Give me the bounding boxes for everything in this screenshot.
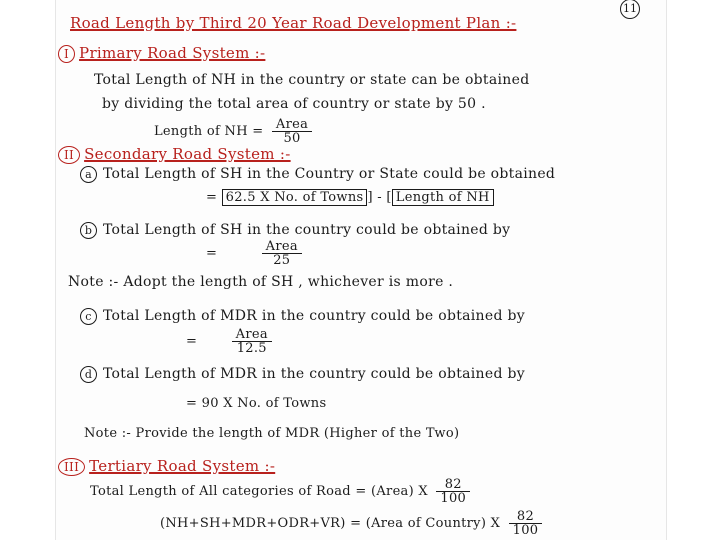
formula-b-fraction bbox=[262, 240, 302, 267]
secondary-item-a bbox=[80, 166, 555, 183]
fraction-denominator: 12.5 bbox=[236, 341, 267, 356]
note-provide-mdr: Note :- Provide the length of MDR (Higher of the Two) bbox=[84, 426, 460, 441]
formula-a-box-nh: Length of NH bbox=[392, 189, 494, 206]
primary-heading-text: Primary Road System :- bbox=[79, 44, 266, 62]
item-label-b: b bbox=[80, 222, 97, 239]
formula-a-minus: ] - [ bbox=[367, 190, 392, 205]
fraction-numerator: 82 bbox=[509, 510, 543, 524]
secondary-formula-a bbox=[206, 190, 494, 205]
secondary-item-b bbox=[80, 222, 510, 239]
formula-a-box-towns: 62.5 X No. of Towns bbox=[222, 189, 368, 206]
item-d-text: Total Length of MDR in the country could be obtained by bbox=[103, 366, 525, 382]
item-c-text: Total Length of MDR in the country could be obtained by bbox=[103, 308, 525, 324]
secondary-heading bbox=[58, 145, 291, 164]
tertiary-heading-text: Tertiary Road System :- bbox=[89, 457, 276, 475]
item-label-a: a bbox=[80, 166, 97, 183]
item-label-d: d bbox=[80, 366, 97, 383]
fraction-denominator: 25 bbox=[273, 253, 291, 268]
fraction-denominator: 100 bbox=[512, 523, 539, 538]
primary-line-2: by dividing the total area of country or state by 50 . bbox=[102, 96, 486, 112]
page-number: 11 bbox=[620, 0, 640, 19]
tertiary-heading bbox=[58, 457, 275, 476]
item-label-c: c bbox=[80, 308, 97, 325]
notebook-page bbox=[55, 0, 667, 540]
page-title: Road Length by Third 20 Year Road Development Plan :- bbox=[70, 14, 517, 32]
fraction-numerator: 82 bbox=[436, 478, 470, 492]
fraction-numerator: Area bbox=[262, 240, 302, 254]
secondary-formula-c bbox=[186, 328, 276, 355]
fraction-numerator: Area bbox=[272, 118, 312, 132]
fraction-numerator: Area bbox=[232, 328, 272, 342]
primary-formula-lhs: Length of NH = bbox=[154, 124, 264, 139]
roman-numeral-two: II bbox=[58, 146, 80, 164]
fraction-denominator: 50 bbox=[283, 131, 301, 146]
tertiary-fraction-2 bbox=[509, 510, 543, 537]
formula-c-fraction bbox=[232, 328, 272, 355]
item-b-text: Total Length of SH in the country could be obtained by bbox=[103, 222, 511, 238]
primary-fraction bbox=[272, 118, 312, 145]
secondary-formula-d: = 90 X No. of Towns bbox=[186, 396, 327, 411]
item-a-text: Total Length of SH in the Country or State could be obtained bbox=[103, 166, 556, 182]
formula-a-equals: = bbox=[206, 190, 218, 205]
roman-numeral-three: III bbox=[58, 458, 85, 476]
roman-numeral-one: I bbox=[58, 45, 75, 63]
tertiary-line-1 bbox=[90, 478, 474, 505]
tertiary-fraction-1 bbox=[436, 478, 470, 505]
tertiary-line-2-text: (NH+SH+MDR+ODR+VR) = (Area of Country) X bbox=[160, 516, 501, 531]
formula-b-equals: = bbox=[206, 246, 218, 261]
secondary-item-c bbox=[80, 308, 525, 325]
primary-line-1: Total Length of NH in the country or state can be obtained bbox=[94, 72, 530, 88]
tertiary-line-1-text: Total Length of All categories of Road = (Area) X bbox=[90, 484, 428, 499]
formula-c-equals: = bbox=[186, 334, 198, 349]
note-adopt-sh: Note :- Adopt the length of SH , whichever is more . bbox=[68, 274, 454, 290]
secondary-item-d bbox=[80, 366, 525, 383]
secondary-formula-b bbox=[206, 240, 306, 267]
primary-formula bbox=[154, 118, 316, 145]
secondary-heading-text: Secondary Road System :- bbox=[84, 145, 291, 163]
primary-heading bbox=[58, 44, 265, 63]
fraction-denominator: 100 bbox=[440, 491, 467, 506]
tertiary-line-2 bbox=[160, 510, 546, 537]
